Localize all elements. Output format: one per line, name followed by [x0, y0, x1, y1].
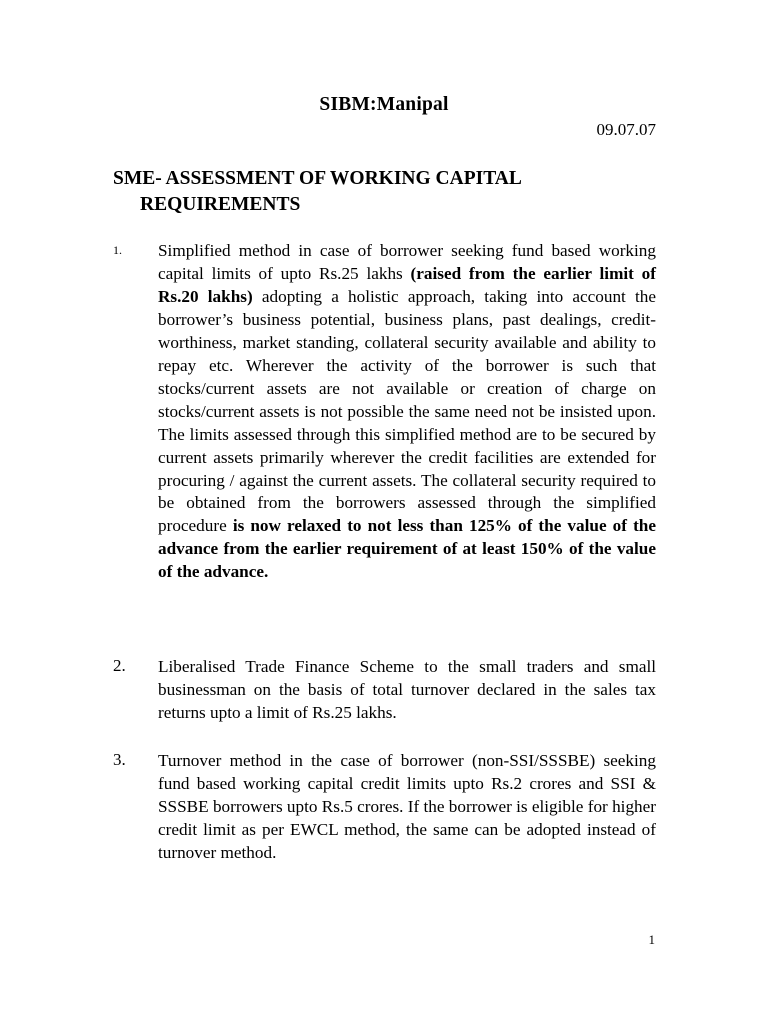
- section-heading-line1: SME- ASSESSMENT OF WORKING CAPITAL: [113, 168, 522, 189]
- text-segment-bold: is now relaxed to not less than 125% of the value of the advance from the earlier requirement of at least 150% of the value of the advance.: [158, 516, 656, 582]
- list-item-text: Liberalised Trade Finance Scheme to the small traders and small businessman on the basis of total turnover declared in the sales tax returns upto a limit of Rs.25 lakhs.: [158, 657, 656, 722]
- page-number: 1: [648, 932, 655, 947]
- list-item-text: [158, 240, 656, 584]
- text-segment: Simplified method in case of borrower seeking fund based working capital limits of upto Rs.25 lakhs: [158, 241, 656, 283]
- list-item-number: 2.: [113, 656, 126, 675]
- list-item-number: 1.: [113, 243, 122, 257]
- section-heading-line2: REQUIREMENTS: [140, 194, 301, 215]
- list-item-number: 3.: [113, 750, 126, 769]
- section-heading: [113, 166, 653, 218]
- list-item-text: Turnover method in the case of borrower (non-SSI/SSSBE) seeking fund based working capital credit limits upto Rs.2 crores and SSI & SSSBE borrowers upto Rs.5 crores. If the borrower is eligible for higher credit limit as per EWCL method, the same can be adopted instead of turnover method.: [158, 751, 656, 862]
- text-segment-bold: (raised from the earlier limit of Rs.20 lakhs): [158, 263, 656, 306]
- document-date: 09.07.07: [596, 120, 656, 139]
- document-title: SIBM:Manipal: [319, 94, 449, 115]
- text-segment: adopting a holistic approach, taking into account the borrower’s business potential, business plans, past dealings, credit-worthiness, market standing, collateral security available and ability to repay etc. Wherever the activity of the borrower is such that stocks/current assets are not available or creation of charge on stocks/current assets is not possible the same need not be insisted upon. The limits assessed through this simplified method are to be secured by current assets primarily wherever the credit facilities are extended for procuring / against the current assets. The collateral security required to be obtained from the borrowers assessed through the simplified procedure: [158, 286, 657, 536]
